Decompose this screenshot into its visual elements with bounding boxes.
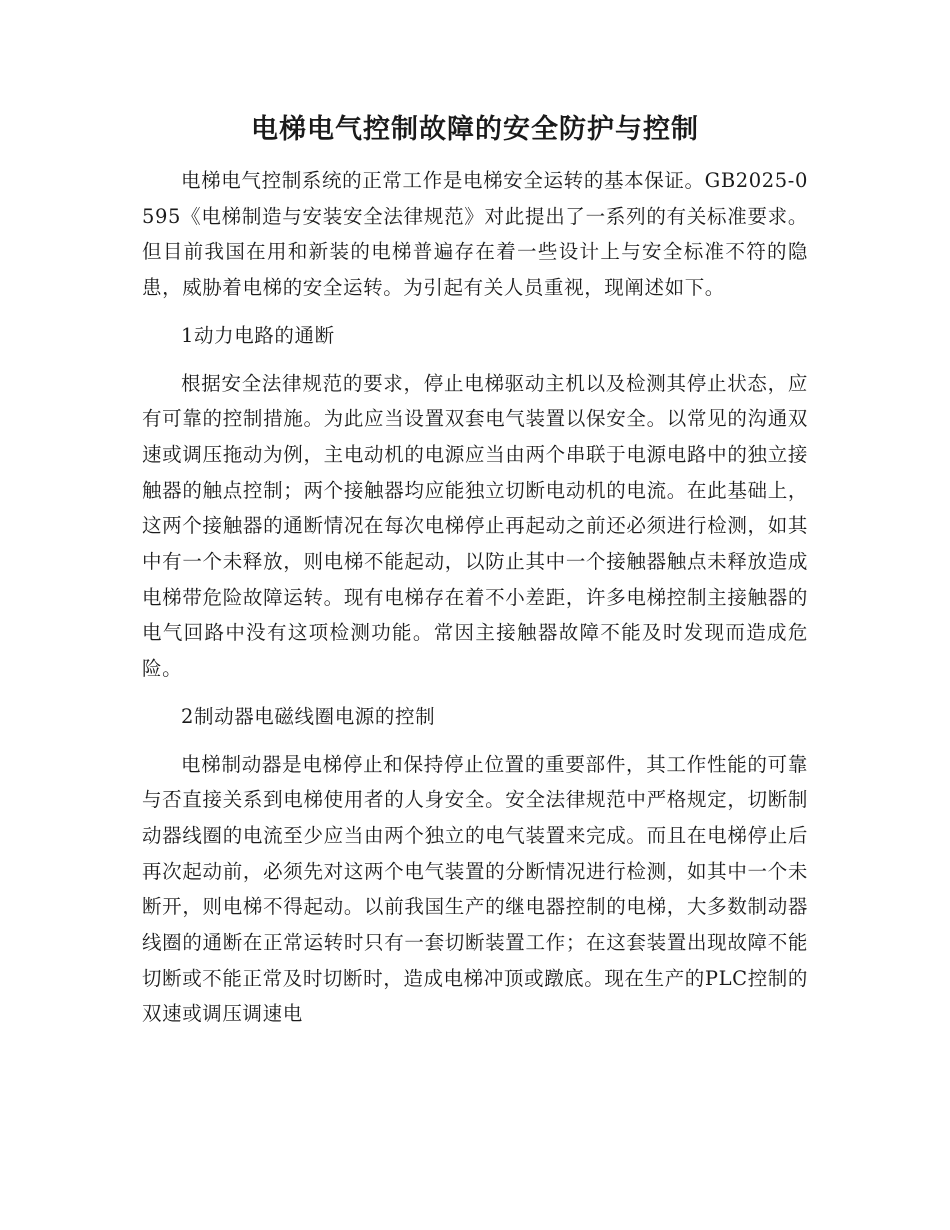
document-title: 电梯电气控制故障的安全防护与控制 xyxy=(251,114,699,145)
section-heading-2: 2制动器电磁线圈电源的控制 xyxy=(181,704,436,728)
section-heading-1: 1动力电路的通断 xyxy=(181,323,335,347)
section-body-1: 根据安全法律规范的要求，停止电梯驱动主机以及检测其停止状态，应有可靠的控制措施。为此应当设置双套电气装置以保安全。以常见的沟通双速或调压拖动为例，主电动机的电源应当由两个串联于电源电路中的独立接触器的触点控制；两个接触器均应能独立切断电动机的电流。在此基础上，这两个接触器的通断情况在每次电梯停止再起动之前还必须进行检测，如其中有一个未释放，则电梯不能起动，以防止其中一个接触器触点未释放造成电梯带危险故障运转。现有电梯存在着不小差距，许多电梯控制主接触器的电气回路中没有这项检测功能。常因主接触器故障不能及时发现而造成危险。 xyxy=(142,371,808,681)
intro-paragraph: 电梯电气控制系统的正常工作是电梯安全运转的基本保证。GB2025-0595《电梯制造与安装安全法律规范》对此提出了一系列的有关标准要求。但目前我国在用和新装的电梯普遍存在着一些设计上与安全标准不符的隐患，威胁着电梯的安全运转。为引起有关人员重视，现阐述如下。 xyxy=(142,169,808,300)
document-body xyxy=(142,163,808,1032)
section-body-2: 电梯制动器是电梯停止和保持停止位置的重要部件，其工作性能的可靠与否直接关系到电梯使用者的人身安全。安全法律规范中严格规定，切断制动器线圈的电流至少应当由两个独立的电气装置来完成。而且在电梯停止后再次起动前，必须先对这两个电气装置的分断情况进行检测，如其中一个未断开，则电梯不得起动。以前我国生产的继电器控制的电梯，大多数制动器线圈的通断在正常运转时只有一套切断装置工作；在这套装置出现故障不能切断或不能正常及时切断时，造成电梯冲顶或蹾底。现在生产的PLC控制的双速或调压调速电 xyxy=(142,752,808,1026)
